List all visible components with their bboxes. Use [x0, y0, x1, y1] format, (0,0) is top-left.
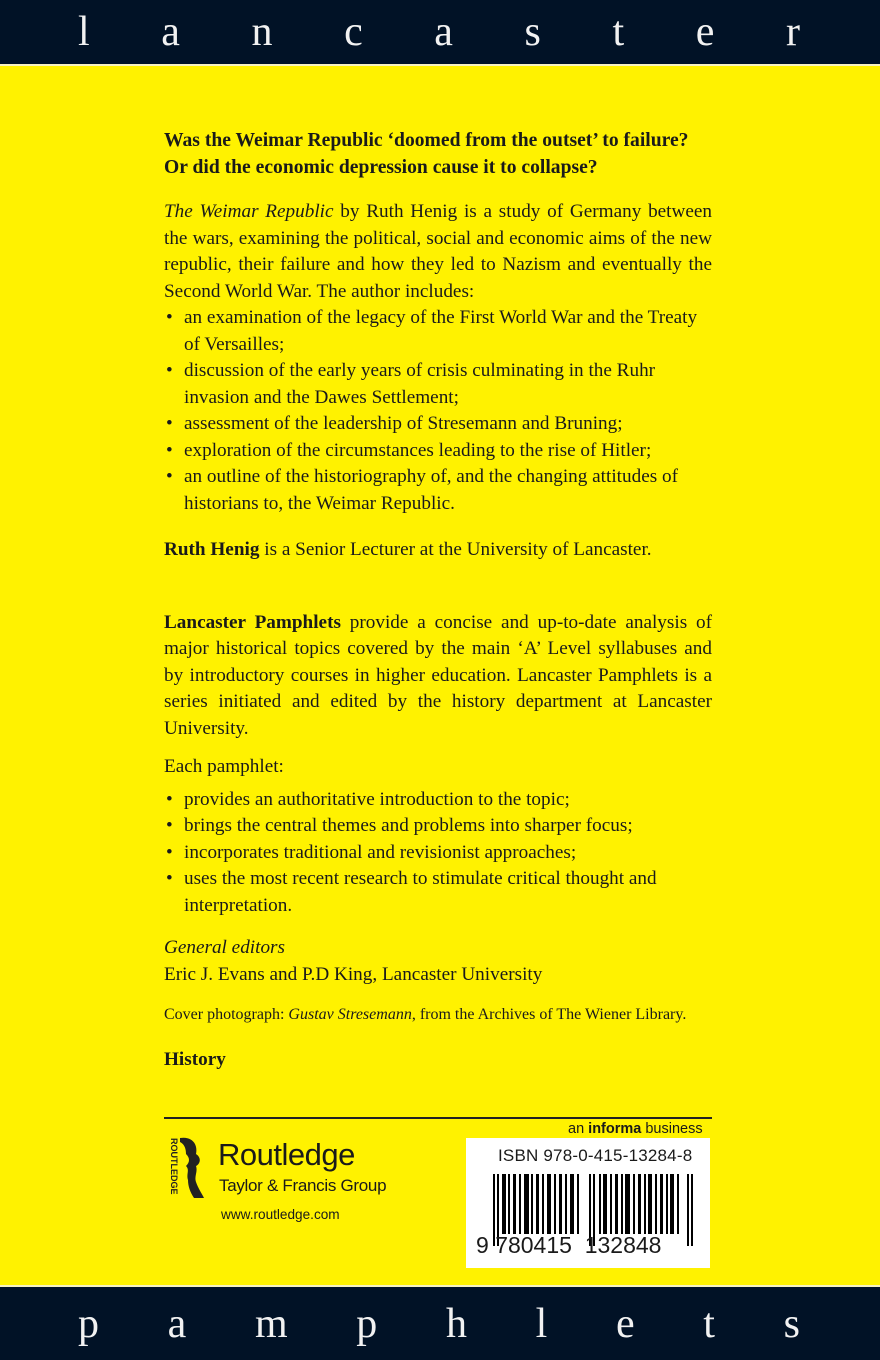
publisher-url[interactable]: www.routledge.com: [221, 1207, 340, 1222]
footer-letter: h: [445, 1300, 467, 1347]
credit-subject: Gustav Stresemann: [288, 1006, 412, 1023]
back-cover-text: [164, 128, 712, 1073]
series-features-list: [164, 787, 712, 920]
list-item: • exploration of the circumstances leading to the rise of Hitler;: [164, 438, 712, 465]
book-title: The Weimar Republic: [164, 201, 334, 222]
list-item: • provides an authoritative introduction to the topic;: [164, 787, 712, 814]
lead-question-2: Or did the economic depression cause it to collapse?: [164, 156, 598, 178]
informa-prefix: an: [568, 1121, 589, 1137]
header-letter: n: [251, 9, 273, 55]
isbn-barcode: [466, 1138, 710, 1268]
digits-right: 132848: [584, 1232, 662, 1258]
informa-bold: informa: [588, 1121, 642, 1137]
footer-letter: s: [783, 1300, 800, 1347]
divider-line: [164, 1117, 712, 1119]
list-item: • uses the most recent research to stimulate critical thought and interpretation.: [164, 866, 712, 919]
header-letter: a: [161, 9, 180, 55]
series-name: Lancaster Pamphlets: [164, 611, 341, 633]
header-letter: t: [612, 9, 625, 55]
footer-letter: t: [703, 1300, 715, 1347]
list-item: • discussion of the early years of crisis culminating in the Ruhr invasion and the Dawes Settlement;: [164, 358, 712, 411]
publisher-name: Routledge: [218, 1137, 355, 1172]
editors-label: [164, 935, 712, 962]
series-description: [164, 610, 712, 743]
footer-letter: a: [167, 1300, 187, 1347]
header-letter: e: [695, 9, 715, 55]
author-bio-text: is a Senior Lecturer at the University of Lancaster.: [259, 539, 652, 560]
credit-prefix: Cover photograph:: [164, 1006, 289, 1023]
informa-suffix: business: [641, 1121, 703, 1137]
header-letter: l: [78, 9, 90, 55]
series-text: provide a concise and up-to-date analysis of major historical topics covered by the main ‘A’ Level syllabuses and by introductory courses in higher education. Lancaster Pamphlets is a series initiated and edited by the history department at Lancaster University.: [164, 611, 713, 739]
cover-photo-credit: [164, 1002, 712, 1029]
barcode-digits: [476, 1232, 661, 1259]
list-item: • brings the central themes and problems into sharper focus;: [164, 813, 712, 840]
list-item: • an examination of the legacy of the First World War and the Treaty of Versailles;: [164, 305, 712, 358]
footer-letter: m: [254, 1300, 288, 1347]
book-contents-list: [164, 305, 712, 517]
isbn-label: ISBN 978-0-415-13284-8: [498, 1146, 693, 1165]
list-item: • assessment of the leadership of Stresemann and Bruning;: [164, 411, 712, 438]
routledge-logo-icon: [164, 1136, 214, 1200]
book-description: [164, 199, 712, 305]
header-letter: s: [524, 9, 541, 55]
lead-question-1: Was the Weimar Republic ‘doomed from the outset’ to failure?: [164, 130, 689, 151]
footer-letter: p: [356, 1300, 378, 1347]
informa-tagline: [568, 1121, 703, 1137]
svg-text:ROUTLEDGE: ROUTLEDGE: [169, 1138, 179, 1195]
header-band-lancaster: [0, 0, 880, 66]
routledge-logo-block: [164, 1136, 424, 1236]
credit-suffix: , from the Archives of The Wiener Library.: [411, 1006, 687, 1023]
footer-letter: l: [535, 1300, 548, 1347]
header-letter: r: [785, 9, 800, 55]
header-letter: a: [434, 9, 453, 55]
digits-left: 780415: [495, 1232, 572, 1258]
footer-letter: e: [615, 1300, 635, 1347]
header-letter: c: [344, 9, 363, 55]
list-item: • an outline of the historiography of, and the changing attitudes of historians to, the Weimar Republic.: [164, 464, 712, 517]
list-item: • incorporates traditional and revisionist approaches;: [164, 840, 712, 867]
footer-band-pamphlets: [0, 1285, 880, 1360]
digit-first: 9: [476, 1232, 489, 1258]
author-bio: [164, 537, 712, 564]
editors-label-text: General editors: [164, 937, 285, 958]
subject-category: History: [164, 1048, 226, 1070]
author-name: Ruth Henig: [164, 539, 260, 560]
editors-names: Eric J. Evans and P.D King, Lancaster University: [164, 963, 543, 985]
each-pamphlet-label: Each pamphlet:: [164, 756, 284, 777]
footer-letter: p: [78, 1300, 99, 1347]
publisher-group: Taylor & Francis Group: [219, 1176, 387, 1195]
description-text: by Ruth Henig is a study of Germany between the wars, examining the political, social and economic aims of the new republic, their failure and how they led to Nazism and eventually the Second World War. The author includes:: [164, 201, 712, 302]
